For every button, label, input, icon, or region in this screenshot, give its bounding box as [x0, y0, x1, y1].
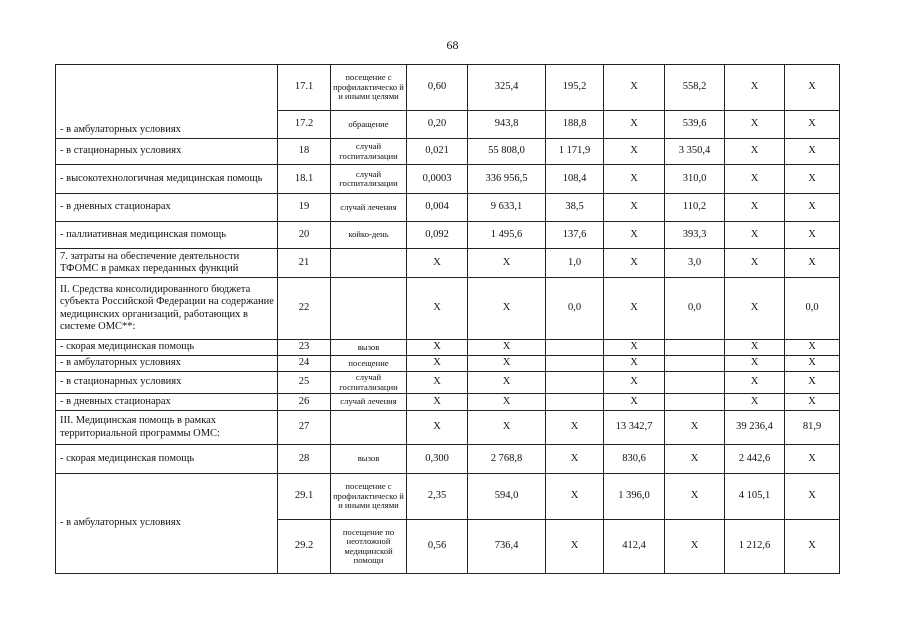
- value-cell: X: [785, 194, 840, 222]
- value-cell: 39 236,4: [725, 411, 785, 445]
- unit-cell: обращение: [331, 111, 407, 139]
- value-cell: X: [665, 520, 725, 574]
- table-row: [56, 394, 840, 411]
- table-row: [56, 356, 840, 372]
- row-name: III. Медицинская помощь в рамках территориальной программы ОМС:: [56, 411, 278, 445]
- table-row: [56, 249, 840, 278]
- value-cell: [546, 356, 604, 372]
- value-cell: X: [546, 520, 604, 574]
- table-row: [56, 194, 840, 222]
- value-cell: X: [468, 372, 546, 394]
- value-cell: X: [725, 340, 785, 356]
- value-cell: 1 171,9: [546, 139, 604, 165]
- table-row: [56, 222, 840, 249]
- table-row: [56, 165, 840, 194]
- value-cell: 0,0003: [407, 165, 468, 194]
- value-cell: X: [725, 278, 785, 340]
- value-cell: 0,0: [785, 278, 840, 340]
- value-cell: 336 956,5: [468, 165, 546, 194]
- budget-table: [55, 64, 840, 574]
- row-number: 23: [278, 340, 331, 356]
- value-cell: X: [725, 65, 785, 111]
- row-number: 18.1: [278, 165, 331, 194]
- value-cell: 1 396,0: [604, 474, 665, 520]
- value-cell: X: [785, 111, 840, 139]
- value-cell: X: [785, 139, 840, 165]
- row-number: 22: [278, 278, 331, 340]
- value-cell: X: [725, 372, 785, 394]
- value-cell: 412,4: [604, 520, 665, 574]
- value-cell: X: [604, 340, 665, 356]
- value-cell: 0,20: [407, 111, 468, 139]
- value-cell: 539,6: [665, 111, 725, 139]
- row-number: 28: [278, 445, 331, 474]
- value-cell: X: [604, 165, 665, 194]
- value-cell: 4 105,1: [725, 474, 785, 520]
- value-cell: X: [407, 278, 468, 340]
- value-cell: 38,5: [546, 194, 604, 222]
- value-cell: [665, 340, 725, 356]
- unit-cell: случай госпитализации: [331, 372, 407, 394]
- value-cell: 55 808,0: [468, 139, 546, 165]
- unit-cell: посещение по неотложной медицинской помощи: [331, 520, 407, 574]
- value-cell: X: [725, 222, 785, 249]
- table-row: [56, 445, 840, 474]
- value-cell: X: [785, 340, 840, 356]
- value-cell: 830,6: [604, 445, 665, 474]
- value-cell: 137,6: [546, 222, 604, 249]
- row-name: 7. затраты на обеспечение деятельности ТФОМС в рамках переданных функций: [56, 249, 278, 278]
- value-cell: 310,0: [665, 165, 725, 194]
- value-cell: 188,8: [546, 111, 604, 139]
- value-cell: 0,0: [546, 278, 604, 340]
- row-name: - в стационарных условиях: [56, 372, 278, 394]
- unit-cell: случай лечения: [331, 394, 407, 411]
- row-name: - в дневных стационарах: [56, 194, 278, 222]
- value-cell: 108,4: [546, 165, 604, 194]
- value-cell: X: [665, 411, 725, 445]
- table-row: [56, 372, 840, 394]
- row-number: 27: [278, 411, 331, 445]
- value-cell: X: [725, 194, 785, 222]
- row-name: - в дневных стационарах: [56, 394, 278, 411]
- value-cell: [546, 340, 604, 356]
- row-number: 29.1: [278, 474, 331, 520]
- value-cell: X: [407, 340, 468, 356]
- table-row: [56, 65, 840, 111]
- value-cell: X: [725, 394, 785, 411]
- value-cell: X: [785, 356, 840, 372]
- value-cell: 0,092: [407, 222, 468, 249]
- unit-cell: посещение с профилактическо й и иными целями: [331, 474, 407, 520]
- value-cell: X: [407, 372, 468, 394]
- row-name: - в амбулаторных условиях: [56, 65, 278, 139]
- value-cell: 1 212,6: [725, 520, 785, 574]
- row-name: - в амбулаторных условиях: [56, 356, 278, 372]
- value-cell: [665, 372, 725, 394]
- value-cell: 594,0: [468, 474, 546, 520]
- value-cell: X: [785, 445, 840, 474]
- value-cell: 1 495,6: [468, 222, 546, 249]
- value-cell: X: [785, 165, 840, 194]
- value-cell: X: [546, 411, 604, 445]
- row-number: 25: [278, 372, 331, 394]
- value-cell: X: [604, 194, 665, 222]
- table-row: [56, 474, 840, 520]
- value-cell: X: [785, 394, 840, 411]
- value-cell: X: [665, 445, 725, 474]
- unit-cell: вызов: [331, 340, 407, 356]
- value-cell: [665, 394, 725, 411]
- unit-cell: койко-день: [331, 222, 407, 249]
- value-cell: X: [546, 445, 604, 474]
- value-cell: 736,4: [468, 520, 546, 574]
- unit-cell: вызов: [331, 445, 407, 474]
- row-number: 19: [278, 194, 331, 222]
- value-cell: X: [468, 356, 546, 372]
- value-cell: X: [407, 356, 468, 372]
- value-cell: 2 768,8: [468, 445, 546, 474]
- value-cell: X: [785, 249, 840, 278]
- value-cell: 13 342,7: [604, 411, 665, 445]
- value-cell: [665, 356, 725, 372]
- value-cell: X: [785, 520, 840, 574]
- value-cell: 0,60: [407, 65, 468, 111]
- value-cell: [546, 394, 604, 411]
- value-cell: [546, 372, 604, 394]
- value-cell: X: [604, 372, 665, 394]
- table-row: [56, 411, 840, 445]
- value-cell: X: [725, 356, 785, 372]
- value-cell: 2,35: [407, 474, 468, 520]
- value-cell: X: [468, 278, 546, 340]
- row-number: 21: [278, 249, 331, 278]
- value-cell: X: [604, 139, 665, 165]
- value-cell: 0,56: [407, 520, 468, 574]
- row-name: - высокотехнологичная медицинская помощь: [56, 165, 278, 194]
- value-cell: X: [407, 394, 468, 411]
- value-cell: X: [604, 65, 665, 111]
- value-cell: 2 442,6: [725, 445, 785, 474]
- row-name: - скорая медицинская помощь: [56, 445, 278, 474]
- value-cell: X: [468, 394, 546, 411]
- value-cell: X: [468, 249, 546, 278]
- unit-cell: посещение: [331, 356, 407, 372]
- row-name: - в амбулаторных условиях: [56, 474, 278, 574]
- row-name: - скорая медицинская помощь: [56, 340, 278, 356]
- unit-cell: [331, 249, 407, 278]
- value-cell: 195,2: [546, 65, 604, 111]
- value-cell: X: [604, 222, 665, 249]
- value-cell: X: [468, 340, 546, 356]
- row-number: 26: [278, 394, 331, 411]
- value-cell: X: [725, 111, 785, 139]
- page-number: 68: [446, 38, 459, 52]
- value-cell: X: [725, 249, 785, 278]
- table-row: [56, 139, 840, 165]
- table-row: [56, 340, 840, 356]
- unit-cell: случай лечения: [331, 194, 407, 222]
- value-cell: 0,300: [407, 445, 468, 474]
- row-name: II. Средства консолидированного бюджета субъекта Российской Федерации на содержание медицинских организаций, работающих в системе ОМС**:: [56, 278, 278, 340]
- row-number: 18: [278, 139, 331, 165]
- value-cell: 0,0: [665, 278, 725, 340]
- value-cell: X: [604, 111, 665, 139]
- value-cell: 558,2: [665, 65, 725, 111]
- value-cell: X: [725, 139, 785, 165]
- row-number: 17.2: [278, 111, 331, 139]
- table-row: [56, 278, 840, 340]
- value-cell: X: [604, 356, 665, 372]
- value-cell: X: [604, 278, 665, 340]
- row-name: - паллиативная медицинская помощь: [56, 222, 278, 249]
- row-name: - в стационарных условиях: [56, 139, 278, 165]
- value-cell: 1,0: [546, 249, 604, 278]
- value-cell: X: [604, 249, 665, 278]
- value-cell: X: [785, 65, 840, 111]
- row-number: 17.1: [278, 65, 331, 111]
- unit-cell: случай госпитализации: [331, 139, 407, 165]
- value-cell: X: [407, 249, 468, 278]
- value-cell: 325,4: [468, 65, 546, 111]
- value-cell: 110,2: [665, 194, 725, 222]
- unit-cell: случай госпитализации: [331, 165, 407, 194]
- value-cell: X: [546, 474, 604, 520]
- value-cell: X: [665, 474, 725, 520]
- value-cell: X: [468, 411, 546, 445]
- value-cell: X: [407, 411, 468, 445]
- value-cell: X: [785, 372, 840, 394]
- value-cell: 9 633,1: [468, 194, 546, 222]
- value-cell: 3,0: [665, 249, 725, 278]
- value-cell: 943,8: [468, 111, 546, 139]
- value-cell: 81,9: [785, 411, 840, 445]
- row-number: 29.2: [278, 520, 331, 574]
- unit-cell: [331, 278, 407, 340]
- unit-cell: [331, 411, 407, 445]
- value-cell: 0,021: [407, 139, 468, 165]
- value-cell: X: [604, 394, 665, 411]
- row-number: 20: [278, 222, 331, 249]
- value-cell: X: [785, 222, 840, 249]
- value-cell: X: [785, 474, 840, 520]
- value-cell: X: [725, 165, 785, 194]
- unit-cell: посещение с профилактическо й и иными целями: [331, 65, 407, 111]
- value-cell: 3 350,4: [665, 139, 725, 165]
- value-cell: 393,3: [665, 222, 725, 249]
- row-number: 24: [278, 356, 331, 372]
- value-cell: 0,004: [407, 194, 468, 222]
